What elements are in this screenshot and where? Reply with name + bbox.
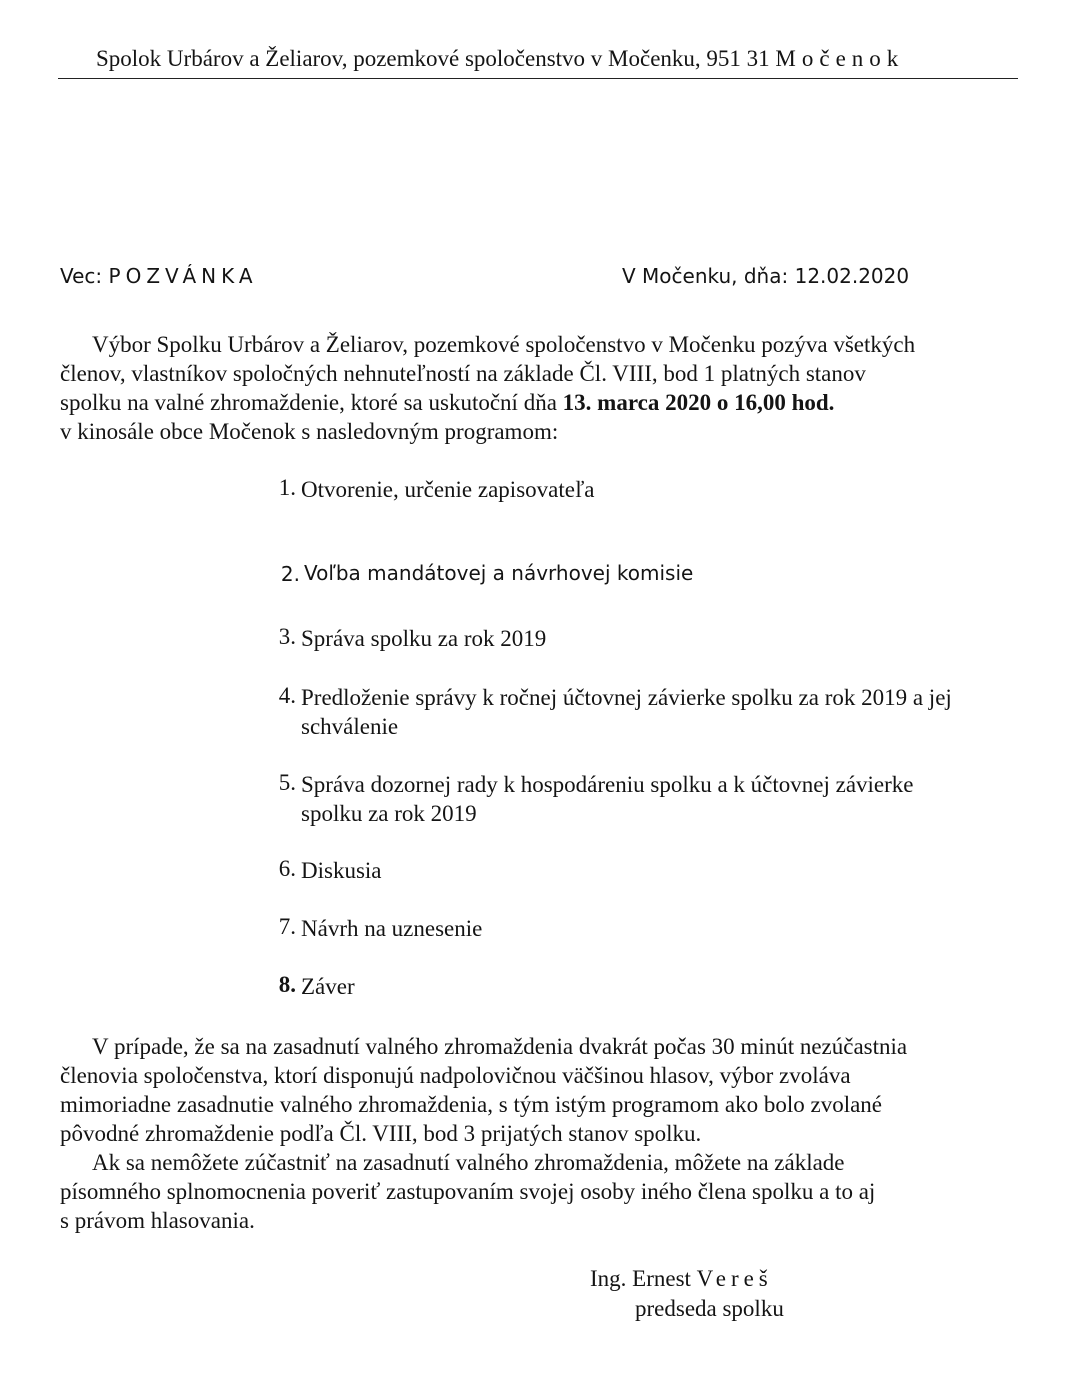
intro-line <box>60 388 1020 417</box>
signatory-last-name: Vereš <box>696 1266 773 1291</box>
agenda-item <box>301 624 546 653</box>
agenda-item-text: Správa dozornej rady k hospodáreniu spolku a k účtovnej závierke <box>301 772 914 797</box>
signatory-role: predseda spolku <box>635 1296 784 1321</box>
agenda-number: 4. <box>278 683 296 708</box>
agenda-item <box>301 914 482 943</box>
agenda-item-text: Návrh na uznesenie <box>301 916 483 941</box>
agenda-item-text: Záver <box>301 974 355 999</box>
subject-label: Vec: <box>60 264 103 288</box>
intro-line: Výbor Spolku Urbárov a Želiarov, pozemkové spoločenstvo v Močenku pozýva všetkých <box>92 332 916 357</box>
intro-text: spolku na valné zhromaždenie, ktoré sa uskutoční dňa <box>60 390 563 415</box>
agenda-item <box>301 475 595 504</box>
closing-line: pôvodné zhromaždenie podľa Čl. VIII, bod 3 prijatých stanov spolku. <box>60 1121 702 1146</box>
agenda-item <box>301 683 952 741</box>
closing-line: Ak sa nemôžete zúčastniť na zasadnutí valného zhromaždenia, môžete na základe <box>92 1150 845 1175</box>
agenda-number: 7. <box>278 914 296 939</box>
meeting-datetime: 13. marca 2020 o 16,00 hod. <box>562 390 835 415</box>
signatory-first-name: Ing. Ernest <box>590 1266 691 1291</box>
closing-line: mimoriadne zasadnutie valného zhromaždenia, s tým istým programom ako bolo zvolané <box>60 1092 883 1117</box>
agenda-item-text: Voľba mandátovej a návrhovej komisie <box>304 561 694 585</box>
closing-paragraphs <box>60 1032 1020 1235</box>
subject-value: POZVÁNKA <box>108 264 258 288</box>
letterhead <box>96 46 904 72</box>
agenda-item-text: Otvorenie, určenie zapisovateľa <box>301 477 595 502</box>
letterhead-town: Močenok <box>775 46 905 71</box>
agenda-item <box>301 770 914 828</box>
letterhead-divider <box>58 78 1018 79</box>
closing-line: V prípade, že sa na zasadnutí valného zhromaždenia dvakrát počas 30 minút nezúčastnia <box>92 1034 908 1059</box>
agenda-item-text: Správa spolku za rok 2019 <box>301 626 547 651</box>
agenda-number: 5. <box>278 770 296 795</box>
agenda-number: 3. <box>278 624 296 649</box>
agenda-number: 1. <box>278 475 296 500</box>
closing-line: s právom hlasovania. <box>60 1208 255 1233</box>
intro-line: v kinosále obce Močenok s nasledovným programom: <box>60 419 559 444</box>
signatory-name <box>590 1266 773 1292</box>
agenda-item-text: Predloženie správy k ročnej účtovnej závierke spolku za rok 2019 a jej <box>301 685 952 710</box>
intro-paragraph <box>60 330 1020 446</box>
intro-line: členov, vlastníkov spoločných nehnuteľností na základe Čl. VIII, bod 1 platných stanov <box>60 361 866 386</box>
agenda-item <box>304 559 693 588</box>
agenda-item-text: spolku za rok 2019 <box>301 801 477 826</box>
agenda-item-text: Diskusia <box>301 858 382 883</box>
agenda-item <box>301 856 382 885</box>
subject-line <box>60 264 258 288</box>
closing-line: písomného splnomocnenia poveriť zastupovaním svojej osoby iného člena spolku a to aj <box>60 1179 876 1204</box>
agenda-item <box>301 972 355 1001</box>
agenda-item-text: schválenie <box>301 714 399 739</box>
agenda-number: 8. <box>278 972 296 997</box>
letterhead-org: Spolok Urbárov a Želiarov, pozemkové spoločenstvo v Močenku, 951 31 <box>96 46 770 71</box>
agenda-number: 2. <box>280 562 300 586</box>
agenda-number: 6. <box>278 856 296 881</box>
place-date: V Močenku, dňa: 12.02.2020 <box>622 264 910 288</box>
closing-line: členovia spoločenstva, ktorí disponujú nadpolovičnou väčšinou hlasov, výbor zvoláva <box>60 1063 851 1088</box>
